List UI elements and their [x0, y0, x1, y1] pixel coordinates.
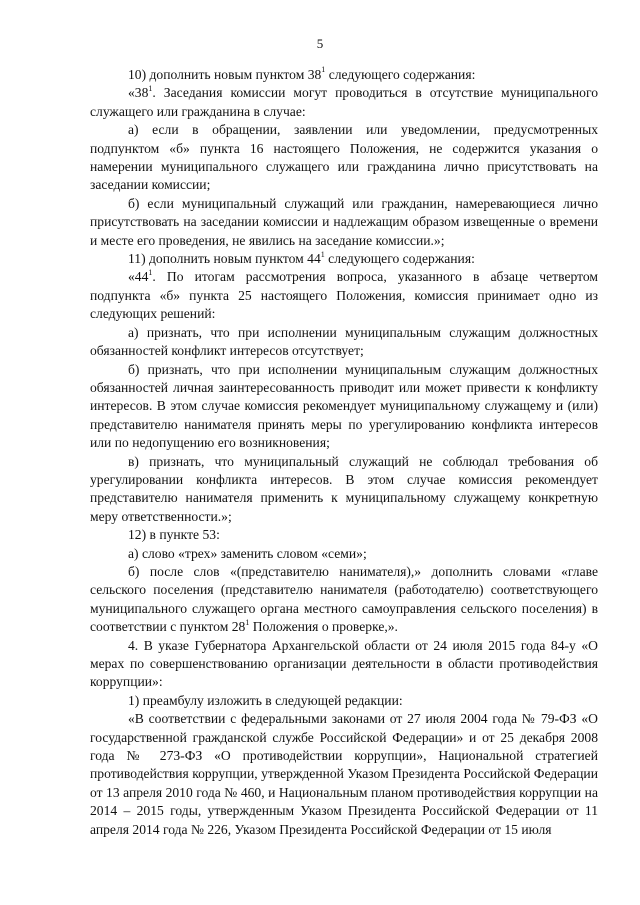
text-run: 10) дополнить новым пунктом 38 — [128, 67, 322, 82]
document-body — [90, 66, 598, 839]
paragraph — [90, 526, 598, 544]
superscript: 1 — [245, 617, 250, 627]
text-run: 11) дополнить новым пунктом 44 — [128, 251, 321, 267]
paragraph — [90, 195, 598, 250]
text-run: б) после слов «(представителю нанимателя),» дополнить словами «главе сельского поселения (представителю нанимателя (работодателю) соответствующего муниципального служащего органа местного самоуправления сельского поселения) в соответствии с пунктом 28 — [90, 563, 598, 635]
paragraph — [90, 324, 598, 361]
paragraph — [90, 66, 598, 84]
superscript: 1 — [321, 65, 326, 75]
text-run: . По итогам рассмотрения вопроса, указанного в абзаце четвертом подпункта «б» пункта 25 настоящего Положения, комиссия принимает одно из следующих решений: — [90, 269, 598, 322]
paragraph — [90, 361, 598, 453]
text-run: следующего содержания: — [324, 251, 475, 267]
paragraph — [90, 121, 598, 195]
text-run: 12) в пункте 53: — [128, 527, 220, 543]
text-run: «44 — [128, 269, 149, 285]
text-run: «38 — [128, 85, 149, 101]
text-run: 1) преамбулу изложить в следующей редакции: — [128, 692, 403, 708]
text-run: а) слово «трех» заменить словом «семи»; — [128, 545, 367, 561]
text-run: следующего содержания: — [325, 67, 476, 82]
text-run: б) признать, что при исполнении муниципальным служащим должностных обязанностей личная заинтересованность приводит или может привести к конфликту интересов. В этом случае комиссия рекомендует муниципальному служащему и (или) представителю нанимателя принять меры по урегулированию конфликта интересов или по недопущению его возникновения; — [90, 361, 598, 451]
page-number: 5 — [316, 36, 324, 51]
paragraph — [90, 268, 598, 323]
paragraph — [90, 692, 598, 710]
paragraph — [90, 710, 598, 839]
paragraph — [90, 637, 598, 692]
text-run: . Заседания комиссии могут проводиться в отсутствие муниципального служащего или гражданина в случае: — [90, 85, 598, 119]
text-run: 4. В указе Губернатора Архангельской области от 24 июля 2015 года 84-у «О мерах по совершенствованию организации деятельности в области противодействия коррупции»: — [90, 637, 598, 690]
paragraph — [90, 563, 598, 637]
text-run: а) если в обращении, заявлении или уведомлении, предусмотренных подпунктом «б» пункта 16 настоящего Положения, не содержится указания о намерении муниципального служащего или гражданина лично присутствовать на заседании комиссии; — [90, 122, 598, 193]
superscript: 1 — [148, 83, 153, 93]
superscript: 1 — [320, 249, 325, 259]
paragraph — [90, 84, 598, 121]
text-run: Положения о проверке,». — [249, 619, 398, 635]
superscript: 1 — [148, 267, 153, 277]
paragraph — [90, 545, 598, 563]
text-run: «В соответствии с федеральными законами от 27 июля 2004 года № 79-ФЗ «О государственной гражданской службе Российской Федерации» и от 25 декабря 2008 года № 273-ФЗ «О противодействии коррупции», Национальной стратегией противодействия коррупции, утвержденной Указом Президента Российской Федерации от 13 апреля 2010 года № 460, и Национальным планом противодействия коррупции на 2014 – 2015 годы, утвержденным Указом Президента Российской Федерации от 11 апреля 2014 года № 226, Указом Президента Российской Федерации от 15 июля — [90, 711, 598, 837]
paragraph — [90, 453, 598, 527]
text-run: а) признать, что при исполнении муниципальным служащим должностных обязанностей конфликт интересов отсутствует; — [90, 324, 598, 359]
text-run: в) признать, что муниципальный служащий не соблюдал требования об урегулировании конфликта интересов. В этом случае комиссия рекомендует представителю нанимателя применить к муниципальному служащему конкретную меру ответственности.»; — [90, 453, 598, 524]
paragraph — [90, 250, 598, 268]
text-run: б) если муниципальный служащий или гражданин, намеревающиеся лично присутствовать на заседании комиссии и надлежащим образом извещенные о времени и месте его проведения, не явились на заседание комиссии.»; — [90, 195, 598, 248]
